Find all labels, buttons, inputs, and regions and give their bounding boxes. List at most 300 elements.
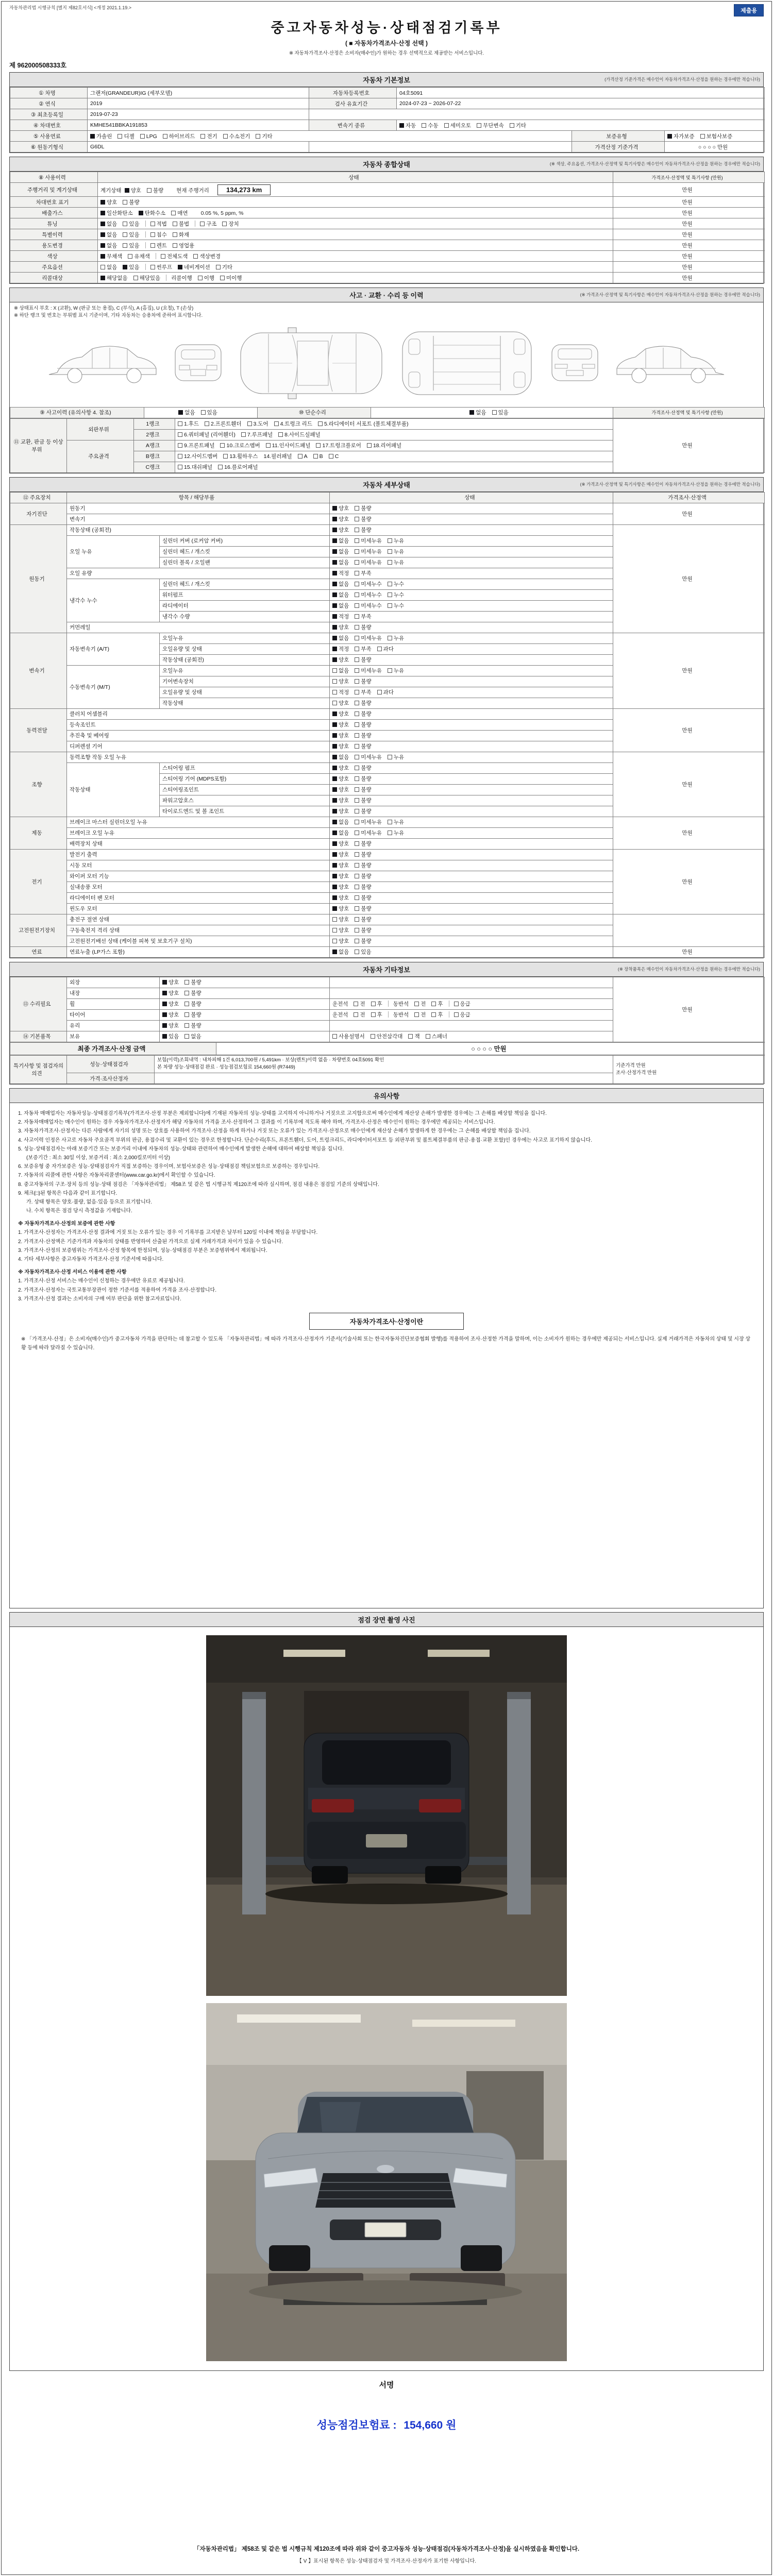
checkbox-option[interactable] <box>355 753 382 761</box>
checkbox-icon[interactable] <box>355 885 359 889</box>
checkbox-option[interactable] <box>477 122 504 129</box>
checkbox-icon[interactable] <box>163 134 167 139</box>
checkbox-icon[interactable] <box>355 592 359 597</box>
checkbox-icon[interactable] <box>256 134 260 139</box>
checkbox-icon[interactable] <box>332 636 337 640</box>
checkbox-option[interactable] <box>150 220 167 228</box>
checkbox-option[interactable] <box>220 274 242 282</box>
checkbox-option[interactable] <box>332 580 349 588</box>
checkbox-option[interactable] <box>218 463 258 471</box>
checkbox-icon[interactable] <box>355 560 359 565</box>
checkbox-option[interactable] <box>454 1000 470 1008</box>
checkbox-icon[interactable] <box>150 232 155 237</box>
checkbox-icon[interactable] <box>477 123 481 128</box>
checkbox-option[interactable] <box>332 742 349 750</box>
checkbox-icon[interactable] <box>223 134 228 139</box>
checkbox-icon[interactable] <box>332 679 337 684</box>
checkbox-icon[interactable] <box>332 1034 337 1039</box>
checkbox-option[interactable] <box>355 883 371 891</box>
checkbox-option[interactable] <box>125 187 141 194</box>
checkbox-icon[interactable] <box>355 755 359 759</box>
checkbox-icon[interactable] <box>492 410 497 415</box>
checkbox-option[interactable] <box>388 818 404 826</box>
checkbox-icon[interactable] <box>173 243 177 248</box>
checkbox-option[interactable] <box>332 948 349 956</box>
checkbox-icon[interactable] <box>332 841 337 846</box>
checkbox-option[interactable] <box>100 231 117 239</box>
checkbox-icon[interactable] <box>332 625 337 630</box>
checkbox-option[interactable] <box>355 537 382 545</box>
checkbox-option[interactable] <box>355 613 371 620</box>
checkbox-option[interactable] <box>332 840 349 848</box>
checkbox-option[interactable] <box>162 1022 179 1029</box>
checkbox-option[interactable] <box>178 452 217 460</box>
checkbox-icon[interactable] <box>371 1002 376 1006</box>
checkbox-option[interactable] <box>422 122 438 129</box>
checkbox-option[interactable] <box>355 916 371 923</box>
checkbox-icon[interactable] <box>355 528 359 532</box>
checkbox-icon[interactable] <box>355 831 359 835</box>
checkbox-icon[interactable] <box>222 222 227 226</box>
checkbox-option[interactable] <box>332 937 349 945</box>
checkbox-icon[interactable] <box>100 265 105 269</box>
checkbox-icon[interactable] <box>125 188 129 193</box>
checkbox-option[interactable] <box>332 753 349 761</box>
checkbox-option[interactable] <box>355 504 371 512</box>
checkbox-icon[interactable] <box>332 657 337 662</box>
checkbox-icon[interactable] <box>355 798 359 803</box>
checkbox-option[interactable] <box>355 569 371 577</box>
checkbox-option[interactable] <box>377 645 394 653</box>
checkbox-icon[interactable] <box>332 517 337 521</box>
checkbox-icon[interactable] <box>332 831 337 835</box>
checkbox-icon[interactable] <box>408 1034 413 1039</box>
checkbox-option[interactable] <box>163 132 195 140</box>
checkbox-option[interactable] <box>150 263 172 271</box>
checkbox-icon[interactable] <box>332 798 337 803</box>
checkbox-icon[interactable] <box>332 863 337 868</box>
checkbox-icon[interactable] <box>100 200 105 205</box>
checkbox-icon[interactable] <box>355 776 359 781</box>
checkbox-option[interactable] <box>332 764 349 772</box>
checkbox-icon[interactable] <box>355 917 359 922</box>
checkbox-icon[interactable] <box>371 1012 376 1017</box>
checkbox-option[interactable] <box>332 818 349 826</box>
checkbox-icon[interactable] <box>332 917 337 922</box>
checkbox-icon[interactable] <box>388 538 392 543</box>
checkbox-icon[interactable] <box>332 690 337 694</box>
checkbox-option[interactable] <box>184 989 201 997</box>
checkbox-option[interactable] <box>205 420 241 428</box>
checkbox-option[interactable] <box>332 504 349 512</box>
checkbox-option[interactable] <box>388 667 404 674</box>
checkbox-icon[interactable] <box>355 722 359 727</box>
checkbox-icon[interactable] <box>200 134 205 139</box>
checkbox-option[interactable] <box>173 242 194 249</box>
checkbox-icon[interactable] <box>184 1012 189 1017</box>
checkbox-icon[interactable] <box>332 939 337 943</box>
checkbox-icon[interactable] <box>193 254 198 259</box>
checkbox-icon[interactable] <box>332 733 337 738</box>
checkbox-option[interactable] <box>332 861 349 869</box>
checkbox-icon[interactable] <box>184 1002 189 1006</box>
checkbox-icon[interactable] <box>220 276 225 280</box>
checkbox-icon[interactable] <box>667 134 672 139</box>
checkbox-icon[interactable] <box>388 820 392 824</box>
checkbox-icon[interactable] <box>355 950 359 954</box>
checkbox-option[interactable] <box>184 978 201 986</box>
checkbox-option[interactable] <box>355 872 371 880</box>
checkbox-icon[interactable] <box>332 560 337 565</box>
checkbox-icon[interactable] <box>298 454 303 459</box>
checkbox-option[interactable] <box>298 453 308 460</box>
checkbox-icon[interactable] <box>388 582 392 586</box>
checkbox-option[interactable] <box>117 132 134 140</box>
checkbox-option[interactable] <box>332 775 349 783</box>
checkbox-icon[interactable] <box>377 647 382 651</box>
checkbox-option[interactable] <box>140 133 157 140</box>
checkbox-icon[interactable] <box>414 1002 419 1006</box>
checkbox-option[interactable] <box>355 645 371 653</box>
checkbox-option[interactable] <box>355 818 382 826</box>
checkbox-icon[interactable] <box>162 1012 167 1017</box>
checkbox-option[interactable] <box>408 1032 419 1040</box>
checkbox-icon[interactable] <box>332 820 337 824</box>
checkbox-option[interactable] <box>355 829 382 837</box>
checkbox-icon[interactable] <box>332 701 337 705</box>
checkbox-icon[interactable] <box>332 744 337 749</box>
checkbox-icon[interactable] <box>700 134 705 139</box>
checkbox-icon[interactable] <box>184 980 189 985</box>
checkbox-option[interactable] <box>332 872 349 880</box>
checkbox-icon[interactable] <box>178 443 182 448</box>
checkbox-icon[interactable] <box>388 636 392 640</box>
checkbox-option[interactable] <box>100 274 128 282</box>
checkbox-option[interactable] <box>355 775 371 783</box>
checkbox-icon[interactable] <box>100 222 105 226</box>
checkbox-option[interactable] <box>313 453 323 460</box>
checkbox-option[interactable] <box>388 558 404 566</box>
checkbox-option[interactable] <box>332 558 349 566</box>
checkbox-icon[interactable] <box>184 1023 189 1028</box>
checkbox-icon[interactable] <box>318 421 323 426</box>
checkbox-option[interactable] <box>426 1032 447 1040</box>
checkbox-option[interactable] <box>178 442 214 449</box>
checkbox-option[interactable] <box>316 442 361 449</box>
checkbox-option[interactable] <box>216 263 232 271</box>
checkbox-option[interactable] <box>355 667 382 674</box>
checkbox-icon[interactable] <box>355 863 359 868</box>
checkbox-icon[interactable] <box>247 421 252 426</box>
checkbox-option[interactable] <box>332 732 349 739</box>
checkbox-icon[interactable] <box>355 506 359 511</box>
checkbox-icon[interactable] <box>332 895 337 900</box>
checkbox-icon[interactable] <box>355 571 359 575</box>
checkbox-option[interactable] <box>377 688 394 696</box>
checkbox-option[interactable] <box>431 1011 443 1019</box>
checkbox-icon[interactable] <box>123 243 127 248</box>
checkbox-option[interactable] <box>128 252 149 260</box>
checkbox-option[interactable] <box>332 569 349 577</box>
checkbox-icon[interactable] <box>388 560 392 565</box>
checkbox-option[interactable] <box>178 463 212 471</box>
checkbox-icon[interactable] <box>355 787 359 792</box>
checkbox-icon[interactable] <box>133 276 138 280</box>
checkbox-icon[interactable] <box>388 668 392 673</box>
checkbox-icon[interactable] <box>162 1034 167 1039</box>
checkbox-icon[interactable] <box>223 454 228 459</box>
checkbox-option[interactable] <box>332 667 349 674</box>
checkbox-option[interactable] <box>332 796 349 804</box>
checkbox-option[interactable] <box>332 634 349 642</box>
checkbox-option[interactable] <box>201 409 217 416</box>
checkbox-option[interactable] <box>171 209 188 217</box>
checkbox-option[interactable] <box>355 937 371 945</box>
checkbox-option[interactable] <box>100 209 133 217</box>
checkbox-option[interactable] <box>388 602 404 609</box>
checkbox-option[interactable] <box>355 699 371 707</box>
checkbox-option[interactable] <box>241 431 273 438</box>
checkbox-icon[interactable] <box>128 254 132 259</box>
checkbox-icon[interactable] <box>332 852 337 857</box>
checkbox-option[interactable] <box>355 732 371 739</box>
checkbox-option[interactable] <box>173 231 189 239</box>
checkbox-icon[interactable] <box>355 841 359 846</box>
checkbox-option[interactable] <box>147 187 163 194</box>
checkbox-icon[interactable] <box>332 755 337 759</box>
checkbox-icon[interactable] <box>200 222 205 226</box>
checkbox-icon[interactable] <box>171 211 176 215</box>
checkbox-icon[interactable] <box>355 874 359 878</box>
checkbox-option[interactable] <box>355 905 371 912</box>
checkbox-icon[interactable] <box>173 222 177 226</box>
checkbox-option[interactable] <box>431 1000 443 1008</box>
checkbox-option[interactable] <box>100 252 122 260</box>
checkbox-icon[interactable] <box>355 538 359 543</box>
checkbox-icon[interactable] <box>355 657 359 662</box>
checkbox-option[interactable] <box>100 242 117 249</box>
checkbox-icon[interactable] <box>147 188 152 193</box>
checkbox-option[interactable] <box>332 851 349 858</box>
checkbox-option[interactable] <box>355 840 371 848</box>
checkbox-option[interactable] <box>247 420 268 428</box>
checkbox-icon[interactable] <box>178 421 182 426</box>
checkbox-icon[interactable] <box>332 506 337 511</box>
checkbox-icon[interactable] <box>100 211 105 215</box>
checkbox-icon[interactable] <box>100 276 105 280</box>
checkbox-option[interactable] <box>200 220 216 228</box>
checkbox-option[interactable] <box>388 537 404 545</box>
checkbox-icon[interactable] <box>123 232 127 237</box>
checkbox-option[interactable] <box>700 132 733 140</box>
checkbox-icon[interactable] <box>150 243 155 248</box>
checkbox-icon[interactable] <box>178 265 182 269</box>
checkbox-icon[interactable] <box>332 906 337 911</box>
checkbox-option[interactable] <box>388 591 404 599</box>
checkbox-icon[interactable] <box>355 733 359 738</box>
checkbox-icon[interactable] <box>388 592 392 597</box>
checkbox-icon[interactable] <box>100 232 105 237</box>
checkbox-icon[interactable] <box>377 690 382 694</box>
checkbox-icon[interactable] <box>278 432 283 437</box>
checkbox-option[interactable] <box>332 894 349 902</box>
checkbox-icon[interactable] <box>355 895 359 900</box>
checkbox-icon[interactable] <box>332 885 337 889</box>
checkbox-icon[interactable] <box>355 690 359 694</box>
checkbox-option[interactable] <box>274 420 312 428</box>
checkbox-option[interactable] <box>367 442 401 449</box>
checkbox-option[interactable] <box>388 634 404 642</box>
checkbox-option[interactable] <box>184 1011 201 1019</box>
checkbox-option[interactable] <box>332 548 349 555</box>
checkbox-icon[interactable] <box>388 755 392 759</box>
checkbox-option[interactable] <box>355 515 371 523</box>
checkbox-option[interactable] <box>355 764 371 772</box>
checkbox-option[interactable] <box>332 829 349 837</box>
checkbox-icon[interactable] <box>100 254 105 259</box>
checkbox-option[interactable] <box>355 948 371 956</box>
checkbox-option[interactable] <box>332 613 349 620</box>
checkbox-icon[interactable] <box>198 276 203 280</box>
checkbox-option[interactable] <box>355 558 382 566</box>
checkbox-icon[interactable] <box>332 928 337 933</box>
checkbox-option[interactable] <box>162 1000 179 1008</box>
checkbox-icon[interactable] <box>355 711 359 716</box>
checkbox-icon[interactable] <box>241 432 246 437</box>
checkbox-option[interactable] <box>388 548 404 555</box>
checkbox-icon[interactable] <box>161 254 165 259</box>
checkbox-icon[interactable] <box>140 134 145 139</box>
checkbox-option[interactable] <box>178 431 236 438</box>
checkbox-option[interactable] <box>332 515 349 523</box>
checkbox-icon[interactable] <box>332 614 337 619</box>
checkbox-option[interactable] <box>355 623 371 631</box>
checkbox-option[interactable] <box>220 442 260 449</box>
checkbox-icon[interactable] <box>332 711 337 716</box>
checkbox-option[interactable] <box>355 926 371 934</box>
checkbox-icon[interactable] <box>355 603 359 608</box>
checkbox-option[interactable] <box>178 409 195 416</box>
checkbox-icon[interactable] <box>184 991 189 995</box>
checkbox-option[interactable] <box>355 580 382 588</box>
checkbox-option[interactable] <box>100 263 117 271</box>
checkbox-icon[interactable] <box>355 582 359 586</box>
checkbox-option[interactable] <box>90 132 112 140</box>
checkbox-option[interactable] <box>222 220 239 228</box>
checkbox-option[interactable] <box>355 548 382 555</box>
checkbox-icon[interactable] <box>454 1012 459 1017</box>
checkbox-option[interactable] <box>133 274 161 282</box>
checkbox-icon[interactable] <box>355 647 359 651</box>
checkbox-icon[interactable] <box>162 1002 167 1006</box>
checkbox-option[interactable] <box>355 710 371 718</box>
checkbox-option[interactable] <box>123 198 139 206</box>
checkbox-option[interactable] <box>266 442 311 449</box>
checkbox-icon[interactable] <box>274 421 279 426</box>
checkbox-icon[interactable] <box>355 668 359 673</box>
checkbox-option[interactable] <box>388 753 404 761</box>
checkbox-option[interactable] <box>355 688 371 696</box>
checkbox-option[interactable] <box>123 220 139 228</box>
checkbox-option[interactable] <box>399 122 416 129</box>
checkbox-option[interactable] <box>667 132 695 140</box>
checkbox-option[interactable] <box>510 122 526 129</box>
checkbox-icon[interactable] <box>354 1012 358 1017</box>
checkbox-icon[interactable] <box>329 454 333 459</box>
checkbox-icon[interactable] <box>355 928 359 933</box>
checkbox-icon[interactable] <box>178 465 182 469</box>
checkbox-option[interactable] <box>184 1022 201 1029</box>
checkbox-icon[interactable] <box>123 200 127 205</box>
checkbox-option[interactable] <box>355 677 371 685</box>
checkbox-icon[interactable] <box>355 517 359 521</box>
checkbox-option[interactable] <box>332 688 349 696</box>
checkbox-option[interactable] <box>100 198 117 206</box>
checkbox-option[interactable] <box>200 132 217 140</box>
checkbox-option[interactable] <box>193 252 221 260</box>
checkbox-option[interactable] <box>256 132 272 140</box>
checkbox-option[interactable] <box>332 905 349 912</box>
checkbox-option[interactable] <box>100 220 117 228</box>
checkbox-option[interactable] <box>162 989 179 997</box>
checkbox-option[interactable] <box>332 645 349 653</box>
checkbox-icon[interactable] <box>332 766 337 770</box>
checkbox-option[interactable] <box>355 721 371 728</box>
checkbox-option[interactable] <box>355 591 382 599</box>
checkbox-option[interactable] <box>355 894 371 902</box>
checkbox-option[interactable] <box>332 537 349 545</box>
checkbox-option[interactable] <box>414 1000 426 1008</box>
checkbox-icon[interactable] <box>266 443 271 448</box>
checkbox-icon[interactable] <box>178 454 182 459</box>
checkbox-option[interactable] <box>332 699 349 707</box>
checkbox-icon[interactable] <box>510 123 514 128</box>
checkbox-option[interactable] <box>332 1032 365 1040</box>
checkbox-option[interactable] <box>444 122 472 129</box>
checkbox-icon[interactable] <box>444 123 449 128</box>
checkbox-option[interactable] <box>223 452 258 460</box>
checkbox-option[interactable] <box>332 623 349 631</box>
checkbox-option[interactable] <box>332 807 349 815</box>
checkbox-option[interactable] <box>355 861 371 869</box>
checkbox-icon[interactable] <box>332 950 337 954</box>
checkbox-icon[interactable] <box>332 582 337 586</box>
checkbox-option[interactable] <box>355 851 371 858</box>
checkbox-icon[interactable] <box>332 603 337 608</box>
checkbox-option[interactable] <box>332 721 349 728</box>
checkbox-option[interactable] <box>355 634 382 642</box>
checkbox-icon[interactable] <box>431 1002 436 1006</box>
checkbox-icon[interactable] <box>220 443 225 448</box>
checkbox-icon[interactable] <box>388 603 392 608</box>
checkbox-option[interactable] <box>332 883 349 891</box>
checkbox-option[interactable] <box>388 580 404 588</box>
checkbox-option[interactable] <box>371 1032 403 1040</box>
checkbox-icon[interactable] <box>355 636 359 640</box>
checkbox-icon[interactable] <box>201 410 206 415</box>
checkbox-icon[interactable] <box>139 211 143 215</box>
checkbox-option[interactable] <box>371 1000 382 1008</box>
checkbox-icon[interactable] <box>332 571 337 575</box>
checkbox-option[interactable] <box>150 231 167 239</box>
checkbox-icon[interactable] <box>150 265 155 269</box>
checkbox-option[interactable] <box>355 656 371 664</box>
checkbox-icon[interactable] <box>332 722 337 727</box>
checkbox-option[interactable] <box>178 420 199 428</box>
checkbox-option[interactable] <box>355 807 371 815</box>
checkbox-icon[interactable] <box>332 549 337 554</box>
checkbox-option[interactable] <box>354 1000 365 1008</box>
